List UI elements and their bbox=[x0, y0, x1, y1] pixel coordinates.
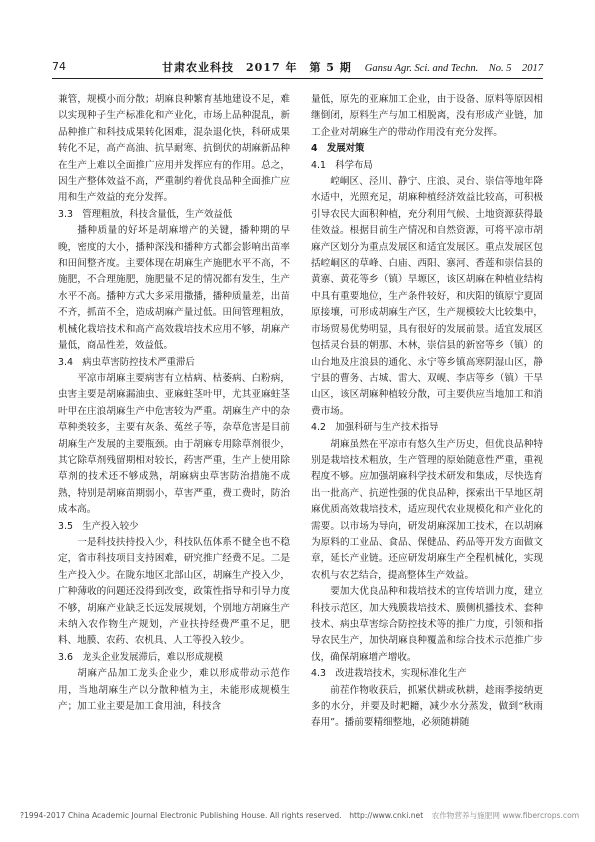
right-paragraph: 前茬作物收获后，抓紧伏耕或秋耕，趁雨季接纳更多的水分，并要及时耙耱，减少水分蒸发，做到“秋雨春用”。播前要精细整地，必须随耕随 bbox=[311, 684, 543, 729]
right-subsection-heading: 4.3 改进栽培技术，实现标准化生产 bbox=[311, 668, 467, 680]
left-subsection-heading: 3.3 管理粗放，科技含量低，生产效益低 bbox=[58, 208, 233, 220]
left-column bbox=[58, 92, 290, 715]
right-paragraph: 胡麻虽然在平凉市有悠久生产历史，但优良品种特别是栽培技术粗放，生产管理的原始随意性严重，重视程度不够。应加强胡麻科学技术研发和集成，尽快选育出一批高产、抗逆性强的优良品种，探索出干旱地区胡麻优质高效栽培技术，适应现代农业规模化和产业化的需要。以市场为导向，研发胡麻深加工技术，在以胡麻为原料的工业品、食品、保健品、药品等开发方面做文章，延长产业链。还应研发胡麻生产全程机械化，实现农机与农艺结合，提高整体生产效益。 bbox=[311, 438, 543, 581]
running-header bbox=[52, 58, 543, 78]
right-paragraph: 崆峒区、泾川、静宁、庄浪、灵台、崇信等地年降水适中，光照充足，胡麻种植经济效益比较高，可积极引导农民大面积种植，充分利用气候、土地资源获得最佳效益。根据目前生产情况和自然资源，可将平凉市胡麻产区划分为重点发展区和适宜发展区。重点发展区包括崆峒区的草峰、白庙、西阳、寨河、香莲和崇信县的黄寨、黄花等乡（镇）旱塬区，该区胡麻在种植业结构中具有重要地位，生产条件较好，和庆阳的镇原宁夏固原接壤，可形成胡麻生产区，生产规模较大比较集中，市场贸易优势明显，具有很好的发展前景。适宜发展区包括灵台县的朝那、木林，崇信县的新窑等乡（镇）的山台地及庄浪县的通化、永宁等乡镇高寒阴湿山区，静宁县的曹务、古城、雷大、双岘、李店等乡（镇）干旱山区，该区胡麻种植较分散，可主要供应当地加工和消费市场。 bbox=[311, 176, 543, 417]
watermark-text: 农作物营养与施肥网 www.fibercrops.com bbox=[431, 811, 580, 820]
left-subsection-heading: 3.6 龙头企业发展滞后，难以形成规模 bbox=[58, 651, 223, 663]
left-paragraph: 胡麻产品加工龙头企业少，难以形成带动示范作用，当地胡麻生产以分散种植为主，未能形成规模生产；加工业主要是加工食用油，科技含 bbox=[58, 668, 290, 713]
right-section-heading: 4 发展对策 bbox=[311, 143, 365, 155]
right-paragraph: 要加大优良品种和栽培技术的宣传培训力度，建立科技示范区，加大残膜栽培技术、膜侧机播技术、套种技术、病虫草害综合防控技术等的推广力度，引领和指导农民生产，加快胡麻良种覆盖和综合技术示范推广步伐，确保胡麻增产增收。 bbox=[311, 586, 543, 663]
right-subsection-heading: 4.1 科学布局 bbox=[311, 159, 373, 171]
journal-title-en: Gansu Agr. Sci. and Techn. No. 5 2017 bbox=[364, 63, 543, 74]
journal-name-cn: 甘肃农业科技 bbox=[162, 61, 234, 74]
page-footer bbox=[20, 810, 580, 821]
header-rule bbox=[52, 78, 543, 79]
left-paragraph: 一是科技扶持投入少，科技队伍体系不健全也不稳定，省市科技项目支持困难，研究推广经费不足。二是生产投入少。在陇东地区北部山区，胡麻生产投入少，广种薄收的问题还没得到改变，政策性指导和引导力度不够，胡麻产业缺乏长远发展规划，个别地方胡麻生产未纳入农作物生产规划，产业扶持经费严重不足，肥料、地膜、农药、农机具、人工等投入较少。 bbox=[58, 536, 290, 647]
right-column bbox=[311, 92, 543, 732]
right-paragraph-continued: 量低，原先的亚麻加工企业，由于设备、原料等原因相继倒闭，原料生产与加工相脱离，没有形成产业链，加工企业对胡麻生产的带动作用没有充分发挥。 bbox=[311, 94, 543, 138]
year-issue-cn: 2017 年 第 5 期 bbox=[246, 61, 352, 74]
left-paragraph: 平凉市胡麻主要病害有立枯病、枯萎病、白粉病，虫害主要是胡麻漏油虫、亚麻蛀茎叶甲，尤其亚麻蛀茎叶甲在庄浪胡麻生产中危害较为严重。胡麻生产中的杂草种类较多，主要有灰条、菟丝子等，杂草危害是目前胡麻生产发展的主要瓶颈。由于胡麻专用除草剂很少，其它除草剂残留期相对较长，药害严重，生产上使用除草剂的技术还不够成熟，胡麻病虫草害防治措施不成熟，特别是胡麻苗期弱小，草害严重，费工费时，防治成本高。 bbox=[58, 372, 290, 516]
left-paragraph: 播种质量的好坏是胡麻增产的关键，播种期的早晚，密度的大小，播种深浅和播种方式都会影响出苗率和田间整齐度。主要体现在胡麻生产施肥水平不高，不施肥，不合理施肥，施肥量不足的情况都有发生，生产水平不高。播种方式大多采用撒播，播种质量差，出苗不齐，抓苗不全，造成胡麻产量过低。田间管理粗放，机械化栽培技术和高产高效栽培技术应用不够，胡麻产量低，商品性差，效益低。 bbox=[58, 225, 290, 352]
left-subsection-heading: 3.4 病虫草害防控技术严重滞后 bbox=[58, 356, 195, 368]
copyright-notice: ?1994-2017 China Academic Journal Electronic Publishing House. All rights reserved. http://www.cnki.net bbox=[20, 811, 424, 820]
left-paragraph-continued: 兼管，规模小而分散；胡麻良种繁育基地建设不足，难以实现种子生产标准化和产业化，市场上品种混乱，新品种推广和科技成果转化困难，混杂退化快，科研成果转化不足，高产高油、抗旱耐寒、抗倒伏的胡麻新品种在生产上难以全面推广应用并发挥应有的作用。总之，因生产整体效益不高，严重制约着优良品种全面推广应用和生产效益的充分发挥。 bbox=[58, 94, 290, 204]
page-number: 74 bbox=[52, 60, 66, 73]
right-subsection-heading: 4.2 加强科研与生产技术指导 bbox=[311, 422, 439, 434]
left-subsection-heading: 3.5 生产投入较少 bbox=[58, 520, 139, 532]
journal-title-cn bbox=[162, 59, 352, 75]
